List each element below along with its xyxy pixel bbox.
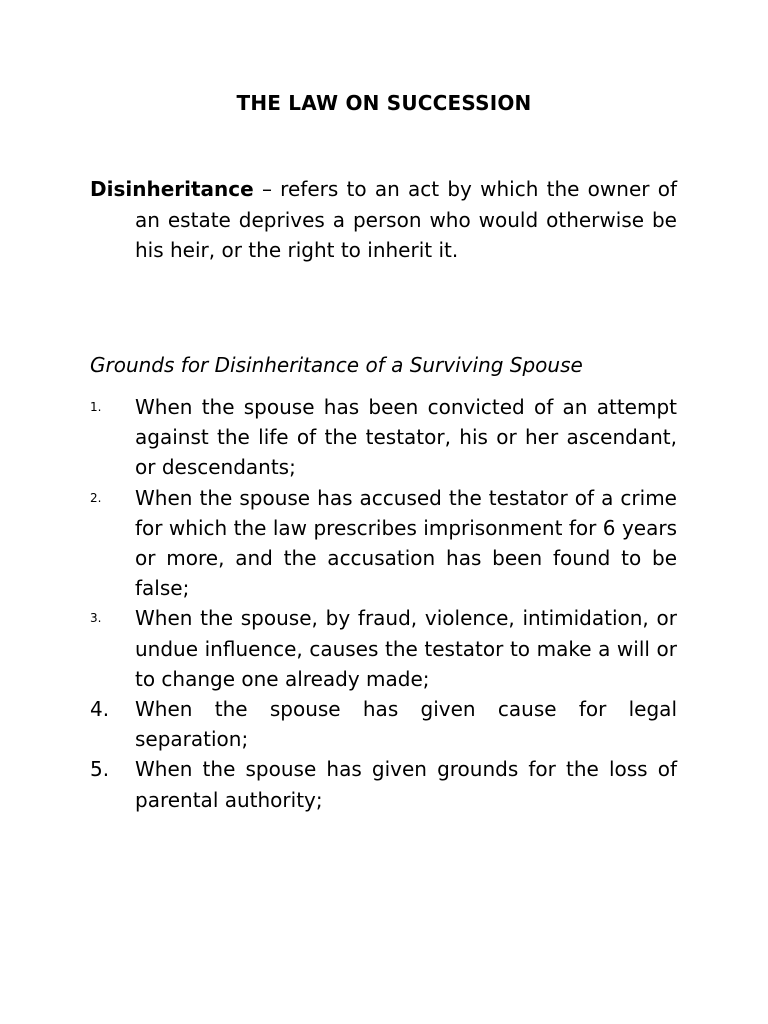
definition-paragraph	[90, 174, 677, 266]
definition-term: Disinheritance	[90, 177, 254, 201]
list-item-text: When the spouse has given cause for legal separation;	[135, 697, 677, 752]
list-item	[90, 392, 677, 483]
section-heading: Grounds for Disinheritance of a Surviving Spouse	[90, 353, 583, 377]
document-title: THE LAW ON SUCCESSION	[236, 91, 532, 115]
list-item-text: When the spouse, by fraud, violence, intimidation, or undue influence, causes the testator to make a will or to change one already made;	[135, 606, 677, 691]
list-item-number: 3.	[90, 611, 102, 626]
list-item-text: When the spouse has been convicted of an attempt against the life of the testator, his or her ascendant, or descendants;	[135, 395, 677, 480]
list-item-number: 4.	[90, 697, 110, 722]
list-item-number: 1.	[90, 400, 102, 414]
list-item	[90, 754, 677, 814]
grounds-list	[90, 392, 677, 815]
list-item	[90, 603, 677, 694]
list-item	[90, 483, 677, 604]
list-item-number: 5.	[90, 757, 110, 782]
list-item	[90, 694, 677, 754]
list-item-text: When the spouse has accused the testator of a crime for which the law prescribes imprisonment for 6 years or more, and the accusation has been found to be false;	[135, 485, 677, 601]
list-item-number: 2.	[90, 490, 102, 505]
list-item-text: When the spouse has given grounds for the loss of parental authority;	[135, 757, 677, 812]
definition-text: – refers to an act by which the owner of an estate deprives a person who would otherwise be his heir, or the right to inherit it.	[135, 177, 677, 262]
